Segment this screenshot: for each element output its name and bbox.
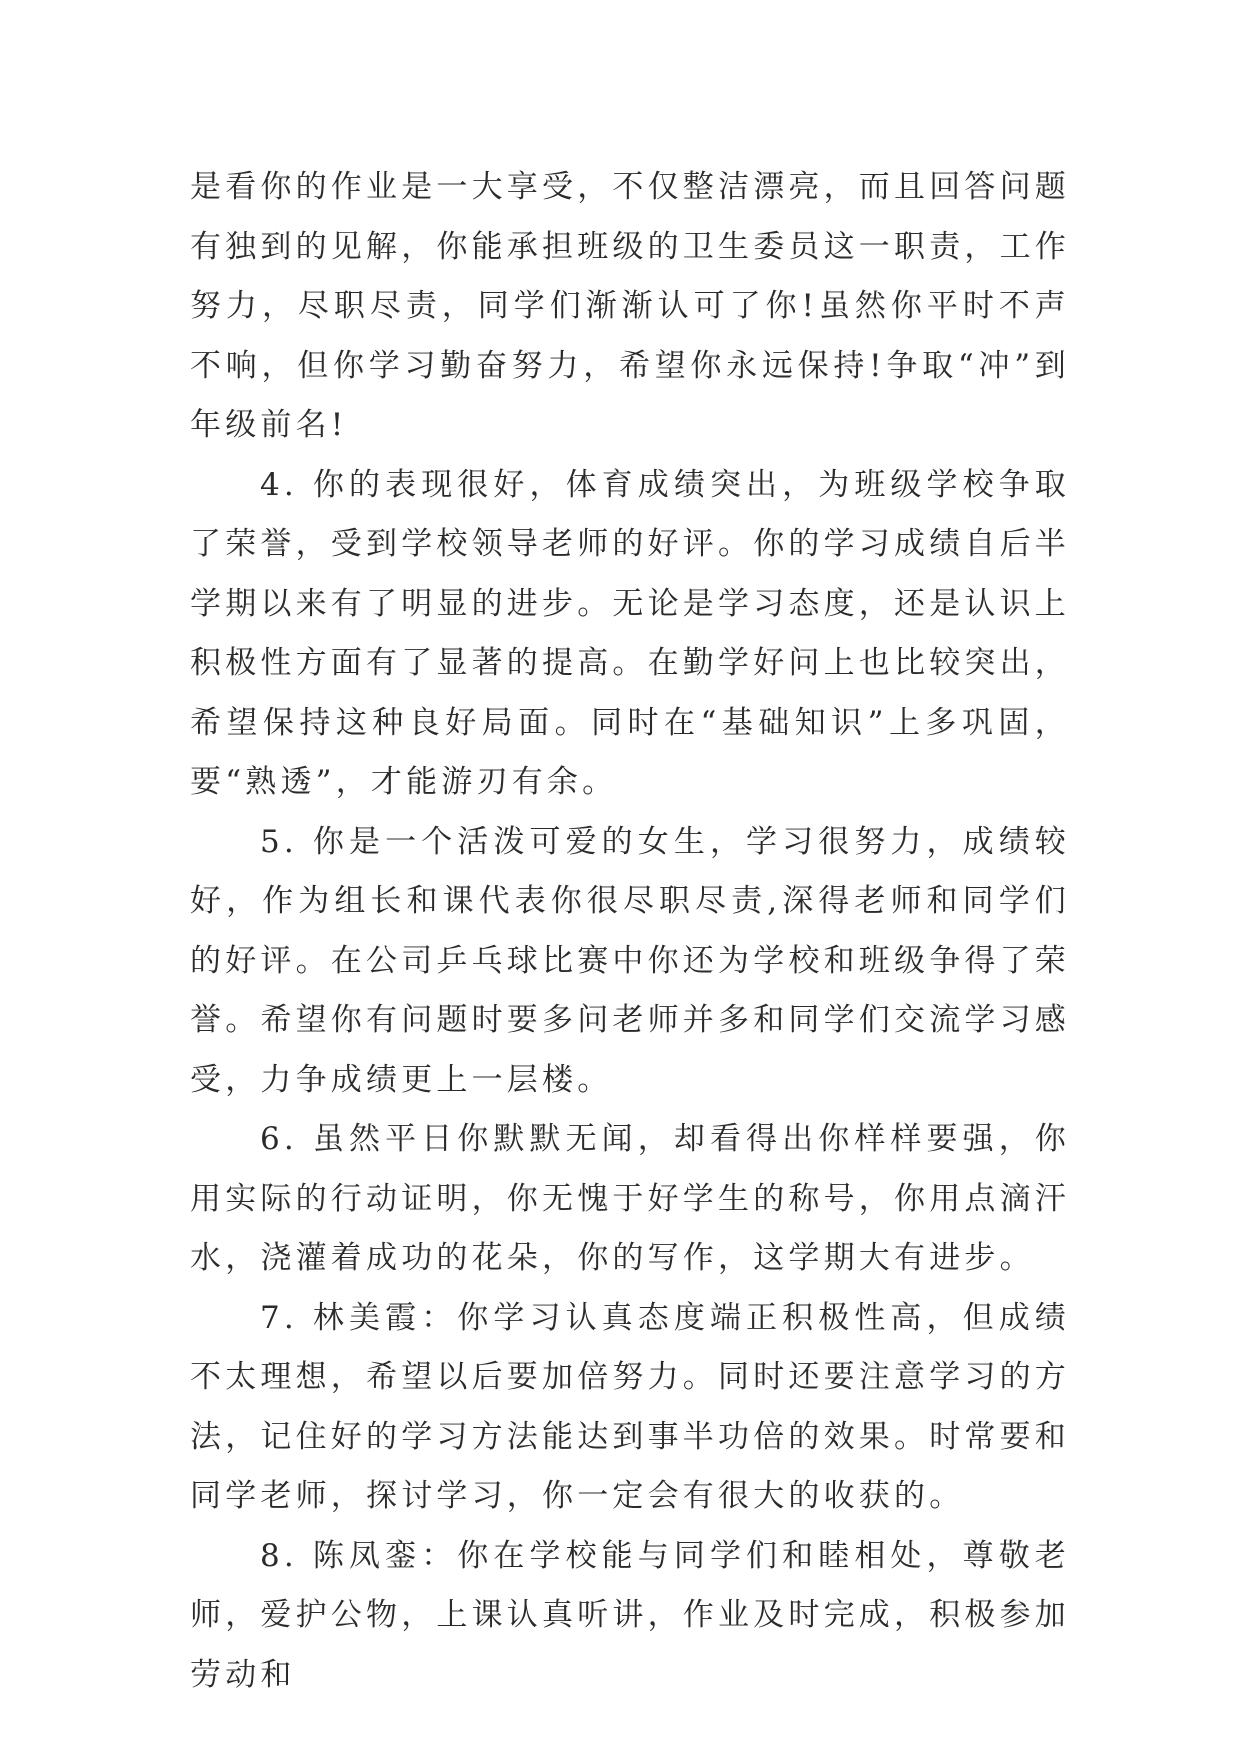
paragraph-item-5: 5. 你是一个活泼可爱的女生，学习很努力，成绩较好，作为组长和课代表你很尽职尽责,深得老师和同学们的好评。在公司乒乓球比赛中你还为学校和班级争得了荣誉。希望你有问题时要多问老师并多和同学们交流学习感受，力争成绩更上一层楼。	[190, 823, 1070, 1098]
document-body	[190, 158, 1070, 1705]
paragraph-item-8: 8. 陈凤銮：你在学校能与同学们和睦相处，尊敬老师，爱护公物，上课认真听讲，作业及时完成，积极参加劳动和	[190, 1537, 1070, 1693]
paragraph-item-4: 4. 你的表现很好，体育成绩突出，为班级学校争取了荣誉，受到学校领导老师的好评。你的学习成绩自后半学期以来有了明显的进步。无论是学习态度，还是认识上积极性方面有了显著的提高。在勤学好问上也比较突出，希望保持这种良好局面。同时在“基础知识”上多巩固，要“熟透”，才能游刃有余。	[190, 466, 1070, 800]
paragraph-item-6: 6. 虽然平日你默默无闻，却看得出你样样要强，你用实际的行动证明，你无愧于好学生的称号，你用点滴汗水，浇灌着成功的花朵，你的写作，这学期大有进步。	[190, 1121, 1070, 1276]
paragraph-item-7: 7. 林美霞：你学习认真态度端正积极性高，但成绩不太理想，希望以后要加倍努力。同时还要注意学习的方法，记住好的学习方法能达到事半功倍的效果。时常要和同学老师，探讨学习，你一定会有很大的收获的。	[190, 1299, 1070, 1514]
paragraph-continued: 是看你的作业是一大享受，不仅整洁漂亮，而且回答问题有独到的见解，你能承担班级的卫生委员这一职责，工作努力，尽职尽责，同学们渐渐认可了你!虽然你平时不声不响，但你学习勤奋努力，希望你永远保持!争取“冲”到年级前名!	[190, 169, 1070, 443]
